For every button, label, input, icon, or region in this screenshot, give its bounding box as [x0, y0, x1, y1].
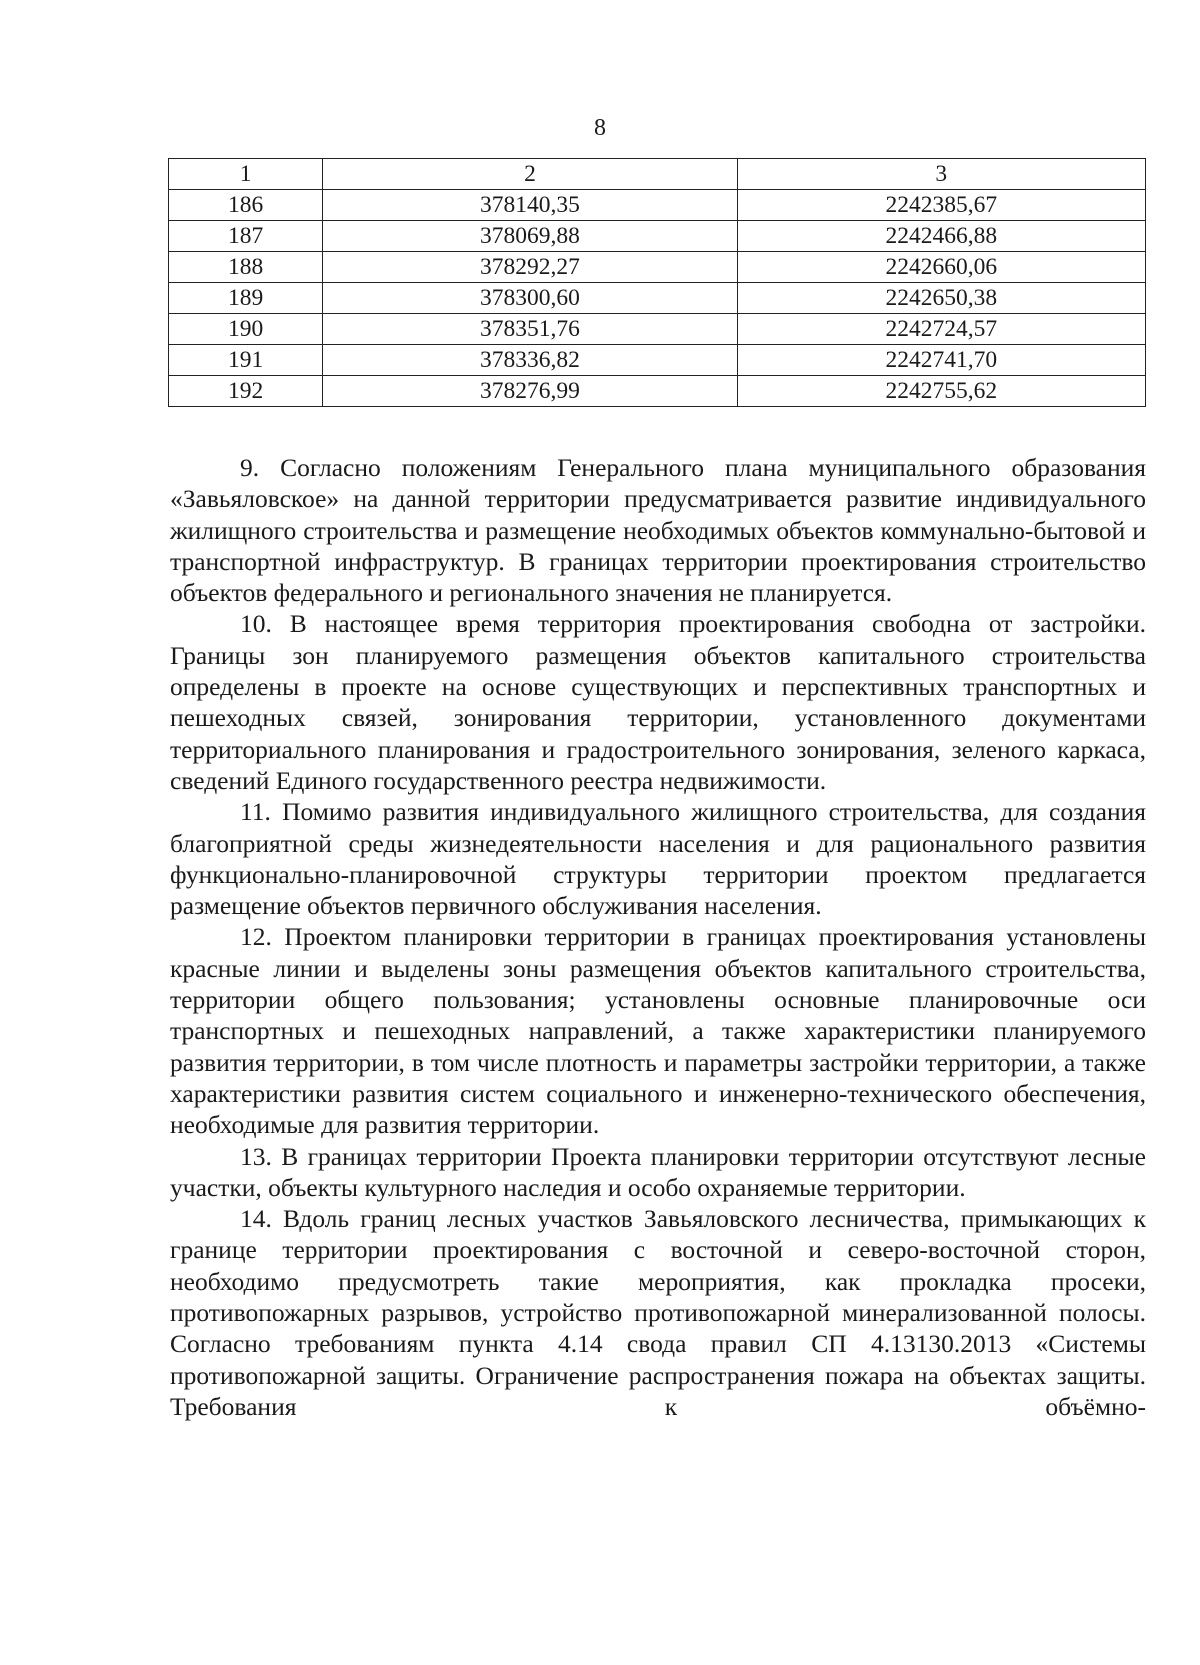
x-coordinate-cell: 378300,60 [323, 283, 737, 314]
table-row [169, 314, 1146, 345]
point-number-cell: 190 [169, 314, 323, 345]
y-coordinate-cell: 2242385,67 [737, 190, 1145, 221]
y-coordinate-cell: 2242755,62 [737, 376, 1145, 407]
paragraph-11: 11. Помимо развития индивидуального жилищного строительства, для создания благоприятной среды жизнедеятельности населения и для рационального развития функционально-планировочной структуры территории проектом предлагается размещение объектов первичного обслуживания населения. [170, 797, 1146, 921]
body-text [170, 452, 1146, 1422]
coordinates-table [168, 158, 1146, 407]
paragraph-13: 13. В границах территории Проекта планировки территории отсутствуют лесные участки, объекты культурного наследия и особо охраняемые территории. [170, 1141, 1146, 1202]
table-row [169, 283, 1146, 314]
point-number-cell: 188 [169, 252, 323, 283]
point-number-cell: 192 [169, 376, 323, 407]
table-header-row [169, 159, 1146, 190]
x-coordinate-cell: 378351,76 [323, 314, 737, 345]
paragraph-14: 14. Вдоль границ лесных участков Завьяловского лесничества, примыкающих к границе территории проектирования с восточной и северо-восточной сторон, необходимо предусмотреть такие мероприятия, как прокладка просеки, противопожарных разрывов, устройство противопожарной минерализованной полосы. Согласно требованиям пункта 4.14 свода правил СП 4.13130.2013 «Системы противопожарной защиты. Ограничение распространения пожара на объектах защиты. Требования к объёмно- [170, 1204, 1146, 1421]
point-number-cell: 189 [169, 283, 323, 314]
x-coordinate-cell: 378292,27 [323, 252, 737, 283]
x-coordinate-cell: 378140,35 [323, 190, 737, 221]
point-number-cell: 187 [169, 221, 323, 252]
point-number-cell: 191 [169, 345, 323, 376]
table-row [169, 252, 1146, 283]
x-coordinate-cell: 378069,88 [323, 221, 737, 252]
paragraph-10: 10. В настоящее время территория проектирования свободна от застройки. Границы зон планируемого размещения объектов капитального строительства определены в проекте на основе существующих и перспективных транспортных и пешеходных связей, зонирования территории, установленного документами территориального планирования и градостроительного зонирования, зеленого каркаса, сведений Единого государственного реестра недвижимости. [170, 609, 1146, 795]
table-row [169, 345, 1146, 376]
table-header-cell: 3 [737, 159, 1145, 190]
y-coordinate-cell: 2242650,38 [737, 283, 1145, 314]
y-coordinate-cell: 2242724,57 [737, 314, 1145, 345]
point-number-cell: 186 [169, 190, 323, 221]
x-coordinate-cell: 378336,82 [323, 345, 737, 376]
page-number: 8 [594, 115, 606, 141]
table-header-cell: 1 [169, 159, 323, 190]
table-row [169, 376, 1146, 407]
y-coordinate-cell: 2242466,88 [737, 221, 1145, 252]
paragraph-9: 9. Согласно положениям Генерального плана муниципального образования «Завьяловское» на данной территории предусматривается развитие индивидуального жилищного строительства и размещение необходимых объектов коммунально-бытовой и транспортной инфраструктур. В границах территории проектирования строительство объектов федерального и регионального значения не планируется. [170, 453, 1146, 608]
table-row [169, 221, 1146, 252]
y-coordinate-cell: 2242741,70 [737, 345, 1145, 376]
x-coordinate-cell: 378276,99 [323, 376, 737, 407]
y-coordinate-cell: 2242660,06 [737, 252, 1145, 283]
table-header-cell: 2 [323, 159, 737, 190]
paragraph-12: 12. Проектом планировки территории в границах проектирования установлены красные линии и выделены зоны размещения объектов капитального строительства, территории общего пользования; установлены основные планировочные оси транспортных и пешеходных направлений, а также характеристики планируемого развития территории, в том числе плотность и параметры застройки территории, а также характеристики развития систем социального и инженерно-технического обеспечения, необходимые для развития территории. [170, 922, 1146, 1140]
table-row [169, 190, 1146, 221]
